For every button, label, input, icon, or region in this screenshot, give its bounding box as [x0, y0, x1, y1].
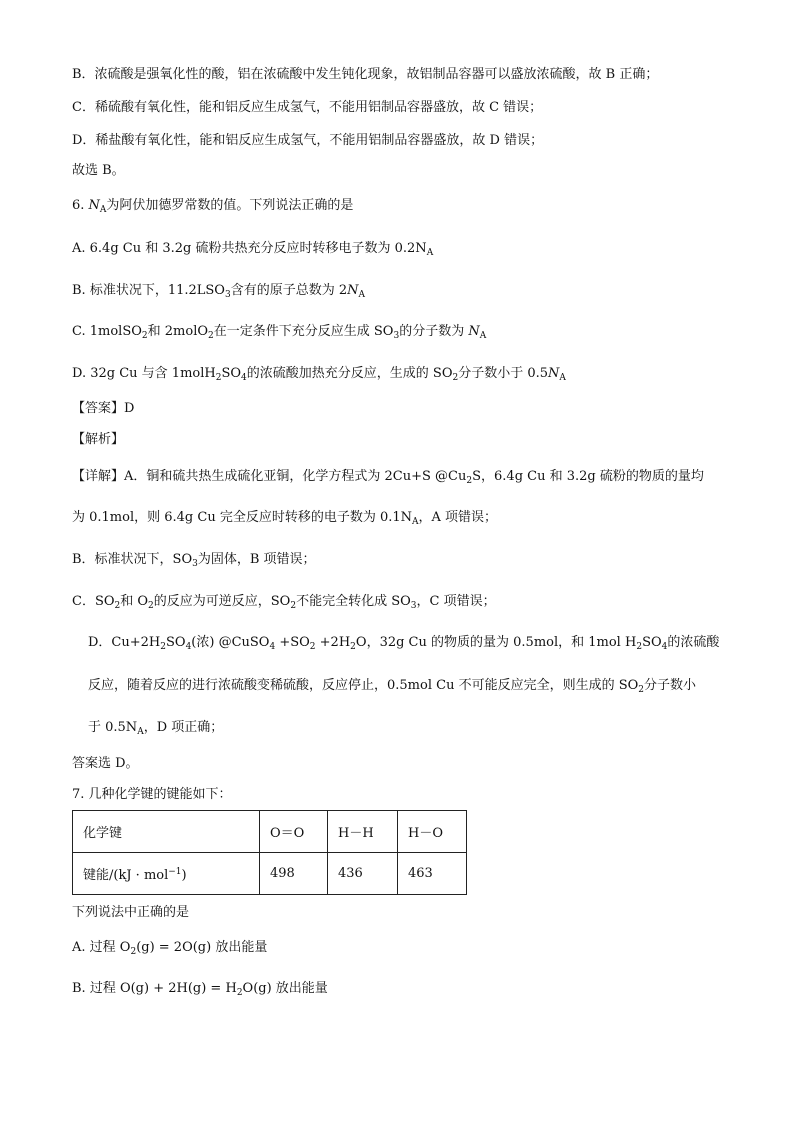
q6-option-a: A. 6.4g Cu 和 3.2g 硫粉共热充分反应时转移电子数为 $0.2N_A$	[72, 241, 434, 258]
table-header-cell: O＝O	[260, 811, 328, 853]
table-cell: 498	[260, 853, 328, 895]
q7-stem: 7. 几种化学键的键能如下：	[72, 787, 232, 802]
table-header-row	[73, 811, 467, 853]
q6-detail-line-4: C．$SO_2$和 $O_2$的反应为可逆反应，$SO_2$不能完全转化成 $SO_3$，C 项错误；	[72, 594, 496, 611]
prev-option-b-explanation: B．浓硫酸是强氧化性的酸，铝在浓硫酸中发生钝化现象，故铝制品容器可以盛放浓硫酸，故 B 正确；	[72, 67, 659, 82]
prev-conclusion: 故选 B。	[72, 163, 125, 178]
q6-stem: 6. $N_A$为阿伏加德罗常数的值。下列说法正确的是	[72, 198, 354, 215]
bond-energy-table	[72, 810, 467, 895]
table-header-cell: H－O	[398, 811, 467, 853]
q6-detail-line-7: 于 $0.5N_A$，D 项正确；	[88, 720, 224, 737]
q6-conclusion: 答案选 D。	[72, 756, 139, 771]
prev-option-c-explanation: C．稀硫酸有氧化性，能和铝反应生成氢气，不能用铝制品容器盛放，故 C 错误；	[72, 100, 543, 115]
table-row-label: 键能/(kJ · mol$^{-1}$)	[73, 853, 260, 895]
table-row	[73, 853, 467, 895]
table-cell: 463	[398, 853, 467, 895]
prev-option-d-explanation: D．稀盐酸有氧化性，能和铝反应生成氢气，不能用铝制品容器盛放，故 D 错误；	[72, 133, 544, 148]
q6-detail-line-3: B．标准状况下，$SO_3$为固体，B 项错误；	[72, 552, 316, 569]
q6-detail-line-2: 为 0.1mol，则 6.4g Cu 完全反应时转移的电子数为 $0.1N_A$，A 项错误；	[72, 510, 498, 527]
q6-analysis-label: 【解析】	[72, 432, 125, 447]
table-header-cell: 化学键	[73, 811, 260, 853]
q6-detail-line-1: 【详解】A．铜和硫共热生成硫化亚铜，化学方程式为 2Cu+S $@Cu_2S$，6.4g Cu 和 3.2g 硫粉的物质的量均	[72, 469, 704, 486]
q7-option-b: B. 过程 $O(g) + 2H(g) = H_2O(g)$ 放出能量	[72, 981, 328, 998]
q6-option-d: D. 32g Cu 与含 $1molH_2SO_4$的浓硫酸加热充分反应，生成的 $SO_2$分子数小于 $0.5N_A$	[72, 366, 566, 383]
q6-answer: 【答案】D	[72, 401, 135, 416]
table-header-cell: H－H	[328, 811, 398, 853]
q6-detail-line-6: 反应，随着反应的进行浓硫酸变稀硫酸，反应停止，0.5mol Cu 不可能反应完全，则生成的 $SO_2$分子数小	[88, 678, 697, 695]
q6-option-b: B. 标准状况下，$11.2LSO_3$含有的原子总数为 $2N_A$	[72, 283, 365, 300]
q6-detail-line-5: D．$Cu+2H_2SO_4$(浓) @CuSO$_4$ $+SO_2 +2H_2O$，32g Cu 的物质的量为 0.5mol，和 1mol $H_2SO_4$的浓硫酸	[88, 635, 720, 652]
q6-option-c: C. 1molSO$_2$和 2molO$_2$在一定条件下充分反应生成 $SO_3$的分子数为 $N_A$	[72, 324, 487, 341]
q7-option-a: A. 过程 $O_2(g) = 2O(g)$ 放出能量	[72, 940, 268, 957]
table-cell: 436	[328, 853, 398, 895]
q7-prompt: 下列说法中正确的是	[72, 905, 190, 920]
